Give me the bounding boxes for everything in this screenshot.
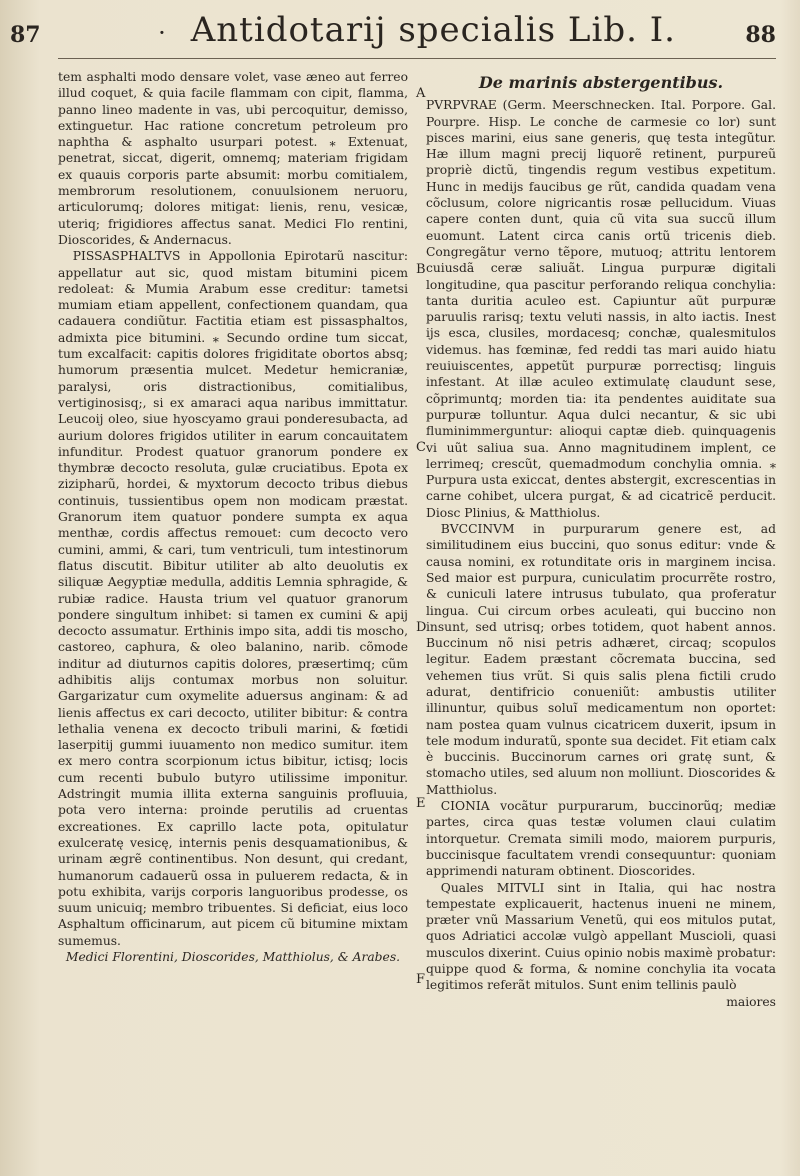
right-paragraph-3: CIONIA vocãtur purpurarum, buccinorũq; mediæ partes, circa quas testæ volumen claui culatim intorquetur. Cremata simili modo, maiorem purpuris, buccinisque facultatem vrendi consequuntur: quoniam apprimendi naturam obtinent. Dioscorides.	[426, 799, 776, 879]
margin-letters	[416, 80, 430, 1080]
right-column	[426, 69, 776, 1010]
margin-letter-c: C	[416, 440, 426, 455]
margin-letter-d: D	[416, 620, 427, 635]
right-paragraph-1: PVRPVRAE (Germ. Meerschnecken. Ital. Porpore. Gal. Pourpre. Hisp. Le conche de carmesie co lor) sunt pisces marini, eius sane generis, quę testa integũtur. Hæ illum magni precij liquorẽ retinent, purpureũ propriè dictũ, tingendis regum vestibus expetitum. Hunc in medijs faucibus ge rũt, candida quadam vena cõclusum, colore nigricantis rosæ pellucidum. Viuas capere conten dunt, quia cũ vita sua succũ illum euomunt. Latent circa canis ortũ tricenis dieb. Congregãtur verno tẽpore, mutuoq; attritu lentorem cuiusdã ceræ saliuãt. Lingua purpuræ digitali longitudine, qua pascitur perforando reliqua conchylia: tanta duritia aculeo est. Capiuntur aũt purpuræ paruulis rarisq; textu veluti nassis, in alto iactis. Inest ijs esca, clusiles, mordacesq; conchæ, qualesmitulos videmus. has fœminæ, fed reddi tas mari auido hiatu reuiuiscentes, appetũt purpuræ porrectisq; linguis infestant. At illæ aculeo extimulatę claudunt sese, cõprimuntq; morden tia: ita pendentes auiditate sua purpuræ tolluntur. Aqua dulci necantur, & sic ubi fluminimmerguntur: alioqui captæ dieb. quinquagenis vi uũt saliua sua. Anno magnitudinem implent, ce lerrimeq; crescũt, quemadmodum conchylia omnia. ⁎ Purpura usta exiccat, dentes abstergit, excrescentias in carne cohibet, ulcera purgat, & ad cicatricẽ perducit. Diosc Plinius, & Matthiolus.	[426, 98, 776, 520]
running-header	[10, 0, 776, 59]
running-title	[58, 10, 776, 50]
margin-letter-f: F	[416, 972, 426, 987]
margin-letter-b: B	[416, 262, 426, 277]
page-number-right: 88	[745, 22, 776, 48]
header-dot: ·	[158, 19, 167, 47]
section-title: De marinis abstergentibus.	[478, 73, 724, 92]
page-number-left: 87	[10, 22, 41, 48]
left-paragraph-2: PISSASPHALTVS in Appollonia Epirotarũ nascitur: appellatur aut sic, quod mistam bitumini picem redoleat: & Mumia Arabum esse creditur: tametsi mumiam etiam appellent, confectionem quandam, qua cadauera condiũtur. Factitia etiam est pissasphaltos, admixta pice bitumini. ⁎ Secundo ordine tum siccat, tum excalfacit: capitis dolores frigiditate obortos absq; humorum præsentia mulcet. Medetur hemicraniæ, paralysi, oris distractionibus, comitialibus, vertiginosisq;, si ex amaraci aqua naribus immittatur. Leucoij oleo, siue hyoscyamo graui ponderesubacta, ad aurium dolores frigidos utiliter in earum concauitatem infunditur. Prodest quatuor granorum pondere ex thymbræ decocto resoluta, gulæ cruciatibus. Epota ex zizipharũ, hordei, & myxtorum decocto tribus diebus continuis, tussientibus opem non modicam præstat. Granorum item quatuor pondere sumpta ex aqua menthæ, cordis affectus remouet: cum decocto vero cumini, ammi, & cari, tum ventriculi, tum intestinorum flatus discutit. Bibitur utiliter ab alto deuolutis ex siliquæ Aegyptiæ medulla, additis Lemnia sphragide, & rubiæ radice. Hausta trium vel quatuor granorum pondere singultum inhibet: si tamen ex cumini & apij decocto assumatur. Erthinis impo sita, addi tis moscho, castoreo, caphura, & oleo balanino, narib. cõmode inditur ad diuturnos capitis dolores, præsertimq; cũm adhibitis alijs contumax morbus non soluitur. Gargarizatur cum oxymelite aduersus anginam: & ad lienis affectus ex cari decocto, utiliter bibitur: & contra lethalia venena ex decocto tribuli marini, & fœtidi laserpitij gummi iuuamento non medico sumitur. item ex mero contra scorpionum ictus bibitur, ictisq; locis cum recenti bubulo butyro utilissime imponitur. Adstringit mumia illita externa sanguinis profluuia, pota vero interna: proinde perutilis ad cruentas excreationes. Ex caprillo lacte pota, opitulatur exulceratę vesicę, internis penis desquamationibus, & urinam ægrẽ continentibus. Non desunt, qui credant, humanorum cadauerũ ossa in puluerem redacta, & in potu exhibita, varijs corporis languoribus prodesse, os suum unicuiq; membro tribuentes. Si deficiat, eius loco Asphaltum officinarum, aut picem cũ bitumine mixtam sumemus.	[58, 249, 408, 948]
margin-letter-a: A	[416, 86, 426, 101]
left-paragraph-1: tem asphalti modo densare volet, vase æneo aut ferreo illud coquet, & quia facile flammam con cipit, flamma, panno lineo madente in vas, ubi percoquitur, demisso, extinguetur. Hac ratione concretum petroleum pro naphtha & asphalto usurpari potest. ⁎ Extenuat, penetrat, siccat, digerit, omnemq; materiam frigidam ex quauis corporis parte absumit: morbu comitialem, membrorum resolutionem, conuulsionem neruoru, articulorumq; dolores mitigat: lienis, renu, vesicæ, uteriq; frigidiores affectus sanat. Medici Flo rentini, Dioscorides, & Andernacus.	[58, 70, 408, 247]
left-citation: Medici Florentini, Dioscorides, Matthiolus, & Arabes.	[65, 950, 401, 965]
running-title-text: Antidotarij specialis Lib. I.	[190, 10, 676, 50]
right-paragraph-4: Quales MITVLI sint in Italia, qui hac nostra tempestate explicauerit, hactenus inueni ne minem, præter vnũ Massarium Venetũ, qui eos mitulos putat, quos Adriatici accolæ vulgò appellant Muscioli, quasi musculos dixerint. Cuius opinio nobis maximè probatur: quippe quod & forma, & nomine conchylia ita vocata legitimos referãt mitulos. Sunt enim tellinis paulò	[426, 880, 776, 993]
catchword: maiores	[726, 994, 776, 1009]
margin-letter-e: E	[416, 796, 426, 811]
left-column	[58, 69, 408, 1010]
right-paragraph-2: BVCCINVM in purpurarum genere est, ad similitudinem eius buccini, quo sonus editur: vnde & causa nomini, ex rotunditate oris in marginem incisa. Sed maior est purpura, cuniculatim procurrẽte rostro, & cuniculi latere intrusus tubulato, qua proferatur lingua. Cui circum orbes aculeati, qui buccino non insunt, sed utrisq; orbes totidem, quot habent annos. Buccinum nõ nisi petris adhæret, circaq; scopulos legitur. Eadem præstant cõcremata buccina, sed vehemen tius vrũt. Si quis salis plena fictili crudo adurat, dentifricio conueniũt: ambustis utiliter illinuntur, quibus soluĩ medicamentum non oportet: nam postea quam vulnus cicatricem duxerit, ipsum in tele modum induratũ, sponte sua decidet. Fit etiam calx è buccinis. Buccinorum carnes ori gratę sunt, & stomacho utiles, sed aluum non molliunt. Dioscorides & Matthiolus.	[426, 522, 776, 797]
